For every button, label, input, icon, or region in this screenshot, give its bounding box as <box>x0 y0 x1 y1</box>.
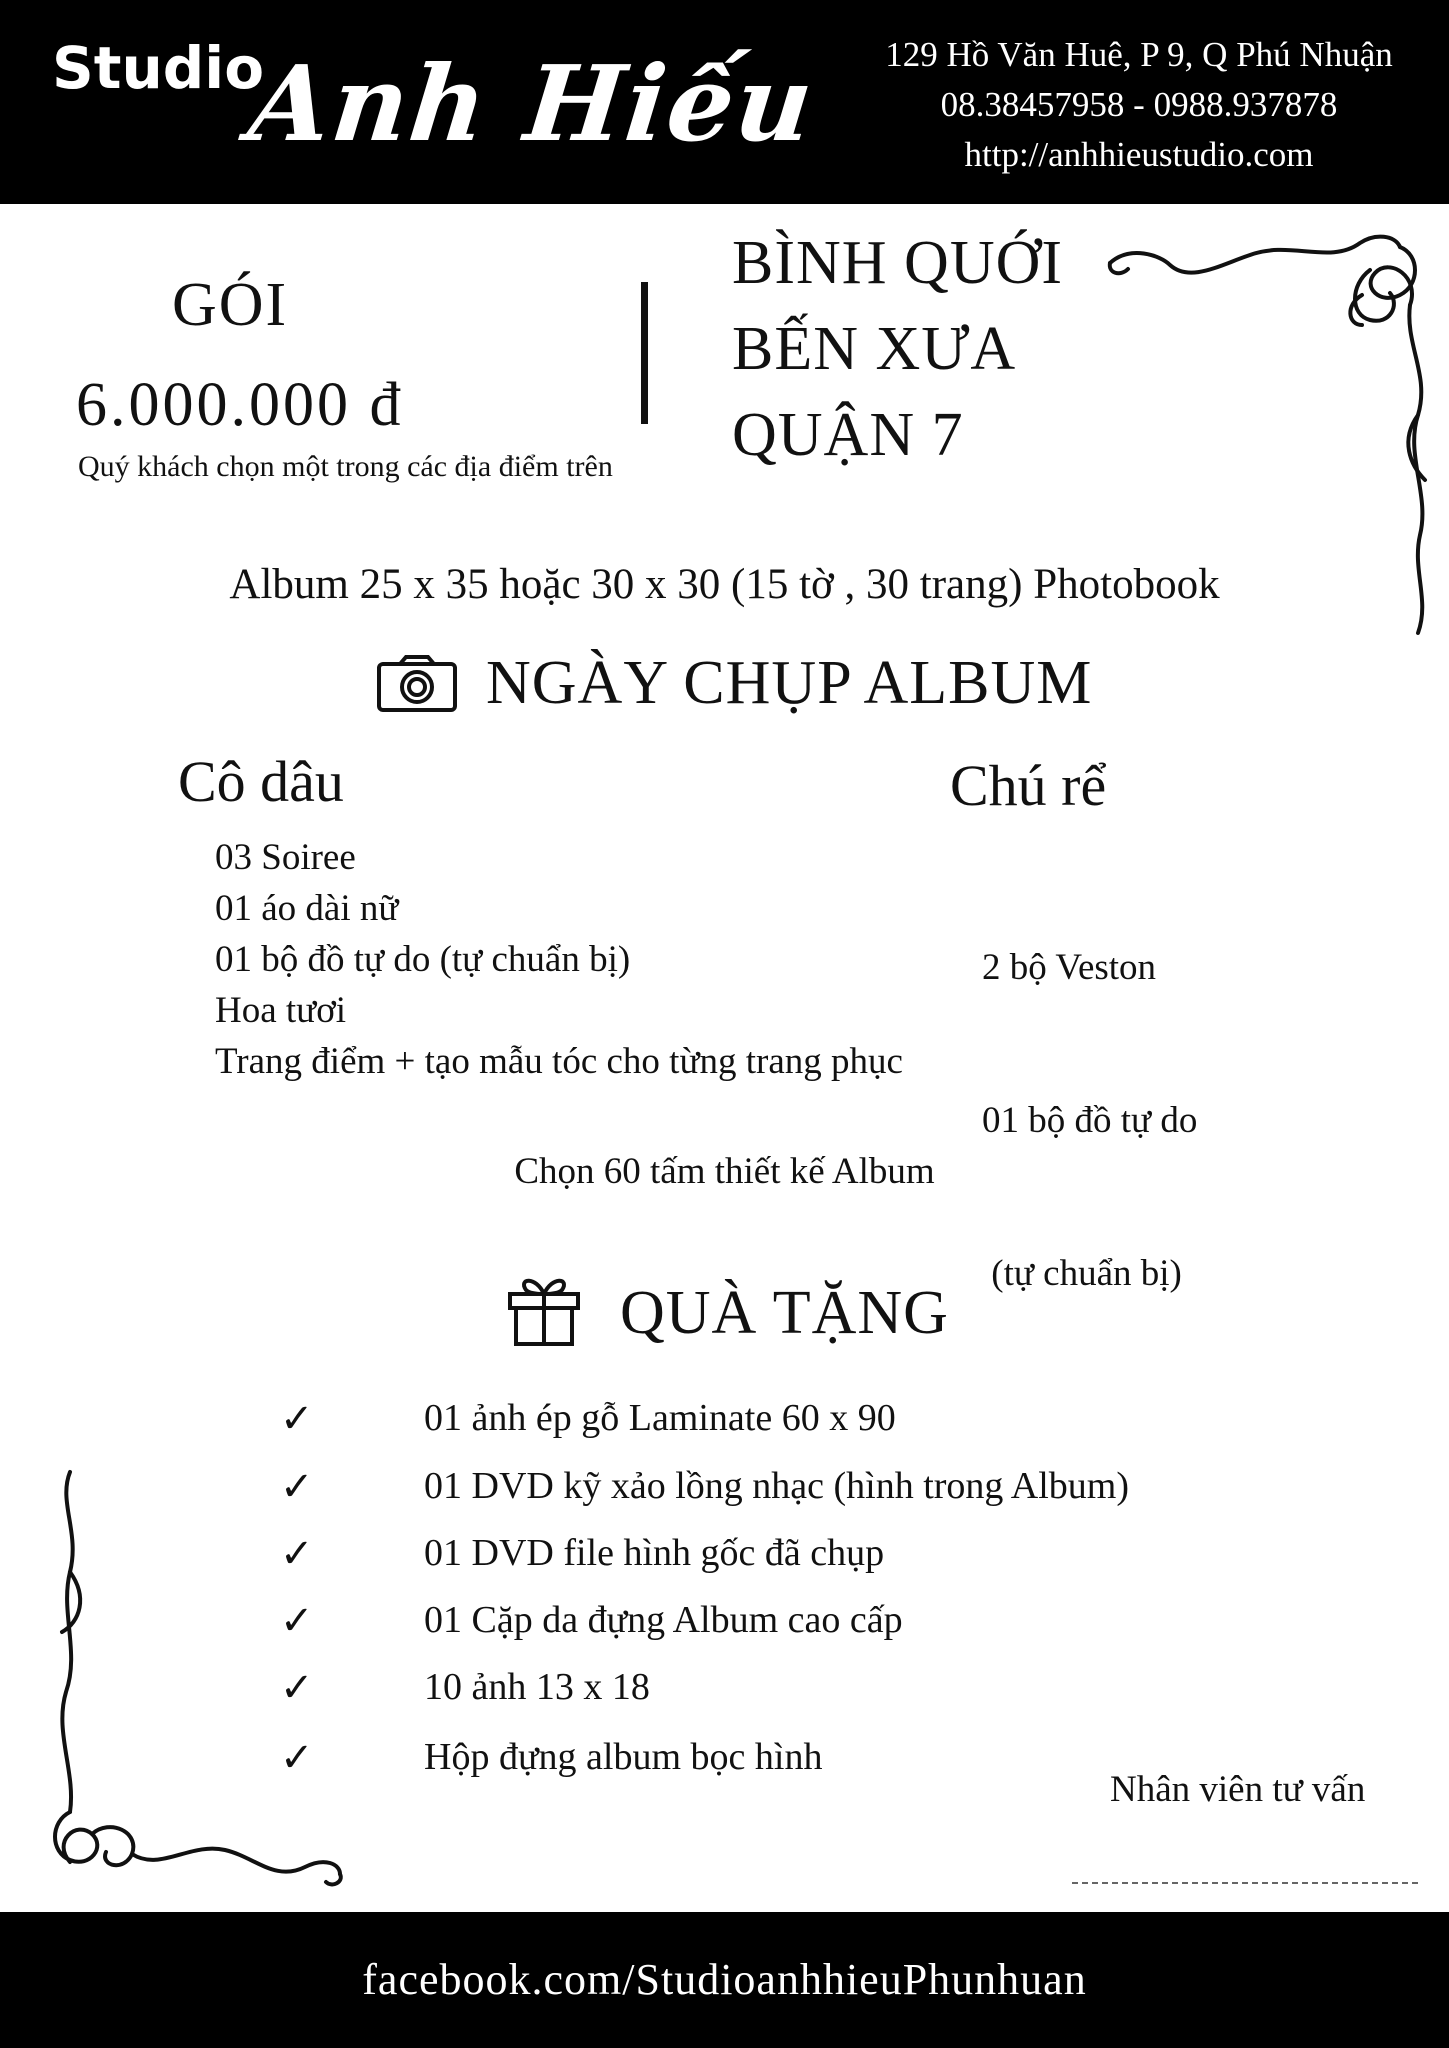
gift-item-text: 01 DVD file hình gốc đã chụp <box>424 1532 885 1574</box>
checkmark-icon: ✓ <box>280 1665 314 1711</box>
checkmark-icon: ✓ <box>280 1464 314 1510</box>
list-item: 2 bộ Veston <box>982 947 1157 988</box>
contact-block <box>859 30 1419 180</box>
list-item: 03 Soiree <box>215 837 356 878</box>
list-item: (tự chuẩn bị) <box>982 1253 1182 1294</box>
location-ben-xua: BẾN XƯA <box>732 315 1017 383</box>
gifts-title: QUÀ TẶNG <box>620 1279 949 1347</box>
address-text: 129 Hồ Văn Huê, P 9, Q Phú Nhuận <box>885 35 1393 74</box>
list-item: 01 áo dài nữ <box>215 888 399 929</box>
album-selection: Chọn 60 tấm thiết kế Album <box>514 1151 935 1192</box>
website-link[interactable]: http://anhhieustudio.com <box>964 135 1314 174</box>
checkmark-icon: ✓ <box>280 1735 314 1781</box>
shoot-title: NGÀY CHỤP ALBUM <box>486 649 1093 717</box>
gift-item-text: 10 ảnh 13 x 18 <box>424 1666 650 1708</box>
brand-name-logo: Anh Hiếu <box>243 42 821 165</box>
footer-bar <box>0 1912 1449 2048</box>
facebook-link[interactable]: facebook.com/StudioanhhieuPhunhuan <box>362 1955 1087 2004</box>
header-bar <box>0 0 1449 204</box>
signature-line <box>1072 1882 1418 1884</box>
location-note: Quý khách chọn một trong các địa điểm trên <box>78 450 613 483</box>
gift-item-text: 01 ảnh ép gỗ Laminate 60 x 90 <box>424 1397 896 1439</box>
groom-heading: Chú rể <box>950 753 1107 818</box>
package-label: GÓI <box>172 271 289 339</box>
bride-heading: Cô dâu <box>178 749 344 814</box>
checkmark-icon: ✓ <box>280 1598 314 1644</box>
checkmark-icon: ✓ <box>280 1396 314 1442</box>
album-description: Album 25 x 35 hoặc 30 x 30 (15 tờ , 30 trang) Photobook <box>229 561 1220 608</box>
gift-icon <box>506 1272 582 1348</box>
gift-item-text: Hộp đựng album bọc hình <box>424 1736 823 1778</box>
vertical-divider <box>641 282 648 424</box>
bride-list <box>215 832 903 1087</box>
checkmark-icon: ✓ <box>280 1531 314 1577</box>
phone-text: 08.38457958 - 0988.937878 <box>940 85 1338 124</box>
list-item: 01 bộ đồ tự do (tự chuẩn bị) <box>215 939 631 980</box>
corner-ornament-bottom-left-icon <box>40 1462 380 1902</box>
list-item: 01 bộ đồ tự do <box>982 1100 1198 1141</box>
location-binh-quoi: BÌNH QUỚI <box>732 229 1064 297</box>
gift-item-text: 01 DVD kỹ xảo lồng nhạc (hình trong Album) <box>424 1465 1130 1507</box>
camera-icon <box>376 654 458 714</box>
gift-item-text: 01 Cặp da đựng Album cao cấp <box>424 1599 903 1641</box>
list-item: Trang điểm + tạo mẫu tóc cho từng trang phục <box>215 1041 903 1082</box>
location-quan-7: QUẬN 7 <box>732 401 964 469</box>
list-item: Hoa tươi <box>215 990 347 1031</box>
groom-list <box>982 840 1197 1350</box>
brand-studio-text: Studio <box>52 34 265 102</box>
consultant-label: Nhân viên tư vấn <box>1110 1769 1366 1810</box>
package-price: 6.000.000 đ <box>76 371 404 439</box>
